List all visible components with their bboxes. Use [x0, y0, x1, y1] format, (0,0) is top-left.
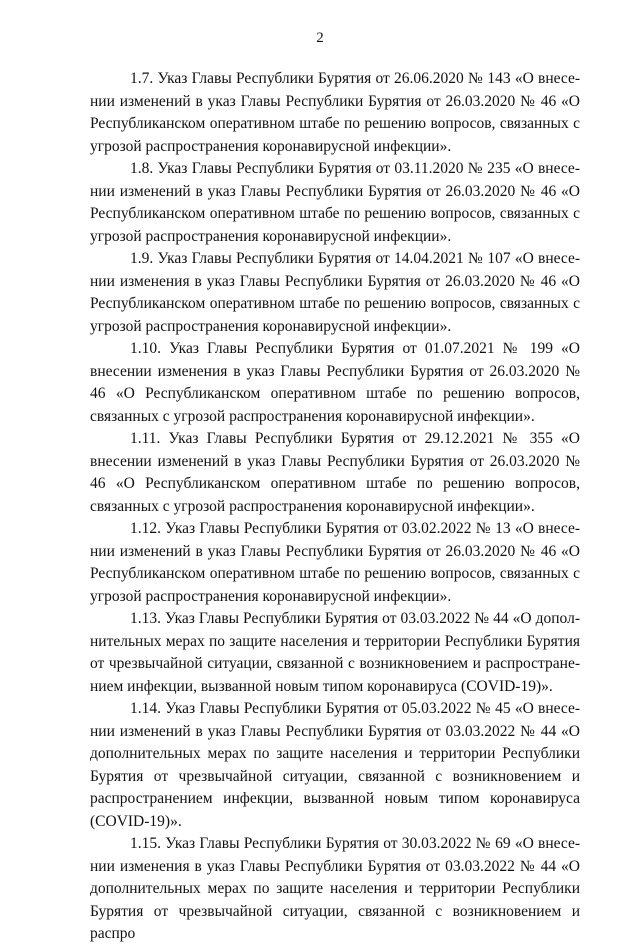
page-number: 2 [316, 30, 324, 46]
paragraph-1-10: 1.10. Указ Главы Республики Бурятия от 01.07.2021 № 199 «О внесении изменения в указ Главы Республики Бурятия от 26.03.2020 № 46 «О Республиканском оперативном штабе по решению вопросов, связанных с угрозой распространения коронавирусной инфекции». [90, 340, 580, 425]
paragraph-1-8: 1.8. Указ Главы Республики Бурятия от 03.11.2020 № 235 «О внесении изменений в указ Главы Республики Бурятия от 26.03.2020 № 46 «О Республиканском оперативном штабе по решению вопросов, связанных с угрозой распространения коронавирусной инфекции». [90, 160, 580, 245]
paragraph-1-7: 1.7. Указ Главы Республики Бурятия от 26.06.2020 № 143 «О внесении изменений в указ Главы Республики Бурятия от 26.03.2020 № 46 «О Республиканском оперативном штабе по решению вопросов, связанных с угрозой распространения коронавирусной инфекции». [90, 70, 580, 155]
paragraph-1-12: 1.12. Указ Главы Республики Бурятия от 03.02.2022 № 13 «О внесении изменений в указ Главы Республики Бурятия от 26.03.2020 № 46 «О Республиканском оперативном штабе по решению вопросов, связанных с угрозой распространения коронавирусной инфекции». [90, 520, 580, 605]
paragraph-1-14: 1.14. Указ Главы Республики Бурятия от 05.03.2022 № 45 «О внесении изменений в указ Главы Республики Бурятия от 03.03.2022 № 44 «О дополнительных мерах по защите населения и территории Республики Бурятия от чрезвычайной ситуации, связанной с возникновением и распространением инфекции, вызванной новым типом коронавируса (COVID-19)». [90, 700, 580, 830]
paragraph-1-13: 1.13. Указ Главы Республики Бурятия от 03.03.2022 № 44 «О дополнительных мерах по защите населения и территории Республики Бурятия от чрезвычайной ситуации, связанной с возникновением и распространением инфекции, вызванной новым типом коронавируса (COVID-19)». [90, 610, 580, 695]
document-body [90, 68, 580, 946]
paragraph-1-11: 1.11. Указ Главы Республики Бурятия от 29.12.2021 № 355 «О внесении изменений в указ Главы Республики Бурятия от 26.03.2020 № 46 «О Республиканском оперативном штабе по решению вопросов, связанных с угрозой распространения коронавирусной инфекции». [90, 430, 580, 515]
paragraph-1-9: 1.9. Указ Главы Республики Бурятия от 14.04.2021 № 107 «О внесении изменения в указ Главы Республики Бурятия от 26.03.2020 № 46 «О Республиканском оперативном штабе по решению вопросов, связанных с угрозой распространения коронавирусной инфекции». [90, 250, 580, 335]
paragraph-1-15: 1.15. Указ Главы Республики Бурятия от 30.03.2022 № 69 «О внесении изменения в указ Главы Республики Бурятия от 03.03.2022 № 44 «О дополнительных мерах по защите населения и территории Республики Бурятия от чрезвычайной ситуации, связанной с возникновением и распро [90, 835, 580, 942]
